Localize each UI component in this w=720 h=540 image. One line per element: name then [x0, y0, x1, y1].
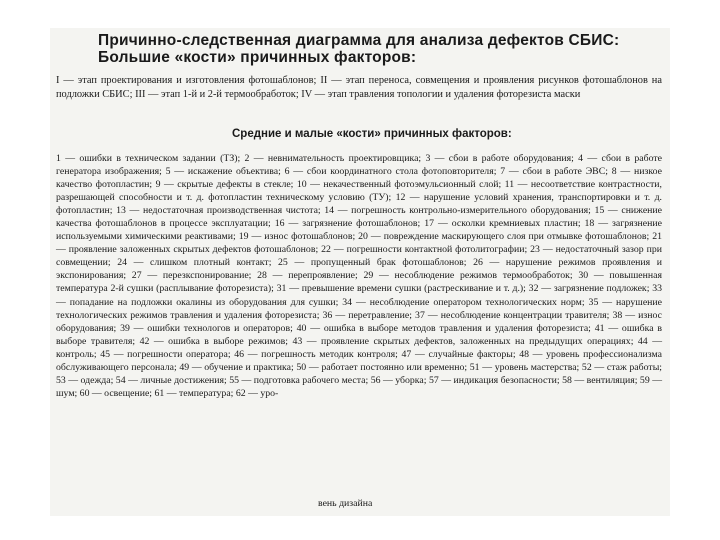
- page-title: [98, 32, 658, 66]
- title-line-1: Причинно-следственная диаграмма для анализа дефектов СБИС:: [98, 32, 620, 49]
- major-factors-paragraph: I — этап проектирования и изготовления фотошаблонов; II — этап переноса, совмещения и проявления рисунков фотошаблонов на подложки СБИС; III — этап 1-й и 2-й термообработок; IV — этап травления топологии и удаления фоторезиста маски: [56, 75, 662, 100]
- factors-paragraph: 1 — ошибки в техническом задании (ТЗ); 2 — невнимательность проектировщика; 3 — сбои в работе оборудования; 4 — сбои в работе генератора изображения; 5 — искажение объектива; 6 — сбои координатного стола фотоповторителя; 7 — сбои в работе ЭВС; 8 — низкое качество фотопластин; 9 — скрытые дефекты в стекле; 10 — некачественный фотоэмульсионный слой; 11 — несоответствие контрастности, разрешающей способности и т. д. фотопластин техническому условию (ТУ); 12 — нарушение условий хранения, транспортировки и т. д. фотопластин; 13 — недостаточная производственная чистота; 14 — погрешность контрольно-измерительного оборудования; 15 — снижение качества фотошаблонов в процессе эксплуатации; 16 — загрязнение фотошаблонов; 17 — осколки кремниевых пластин; 18 — загрязнение используемыми химическими реактивами; 19 — износ фотошаблонов; 20 — повреждение маскирующего слоя при отмывке фотошаблонов; 21 — проявление заложенных скрытых дефектов фотошаблонов; 22 — погрешности контактной фотолитографии; 23 — недостаточный зазор при совмещении; 24 — слишком плотный контакт; 25 — пропущенный брак фотошаблонов; 26 — нарушение режимов проявления и экспонирования; 27 — перезкспонирование; 28 — перепроявление; 29 — несоблюдение режимов термообработок; 30 — повышенная температура 2-й сушки (расплывание фоторезиста); 31 — превышение времени сушки (растрескивание и т. д.); 32 — загрязнение подложек; 33 — попадание на подложки окалины из оборудования для сушки; 34 — несоблюдение оператором технологических норм; 35 — нарушение технологических режимов травления и удаления фоторезиста; 36 — перетравление; 37 — несоблюдение концентрации травителя; 38 — износ оборудования; 39 — ошибки технологов и операторов; 40 — ошибка в выборе методов травления и удаления фоторезиста; 41 — ошибка в выборе травителя; 42 — ошибка в выборе режимов; 43 — проявление скрытых дефектов, заложенных на предыдущих операциях; 44 — контроль; 45 — погрешности оператора; 46 — погрешность методик контроля; 47 — случайные факторы; 48 — уровень профессионализма обслуживающего персонала; 49 — обучение и практика; 50 — работает постоянно или временно; 51 — уровень мастерства; 52 — стаж работы; 53 — одежда; 54 — личные достижения; 55 — подготовка рабочего места; 56 — уборка; 57 — индикация безопасности; 58 — вентиляция; 59 — шум; 60 — освещение; 61 — температура; 62 — уро-: [56, 153, 662, 399]
- section-subheading: Средние и малые «кости» причинных факторов:: [232, 128, 512, 140]
- factors-paragraph-ending: вень дизайна: [318, 498, 373, 509]
- title-line-2: Большие «кости» причинных факторов:: [98, 49, 417, 66]
